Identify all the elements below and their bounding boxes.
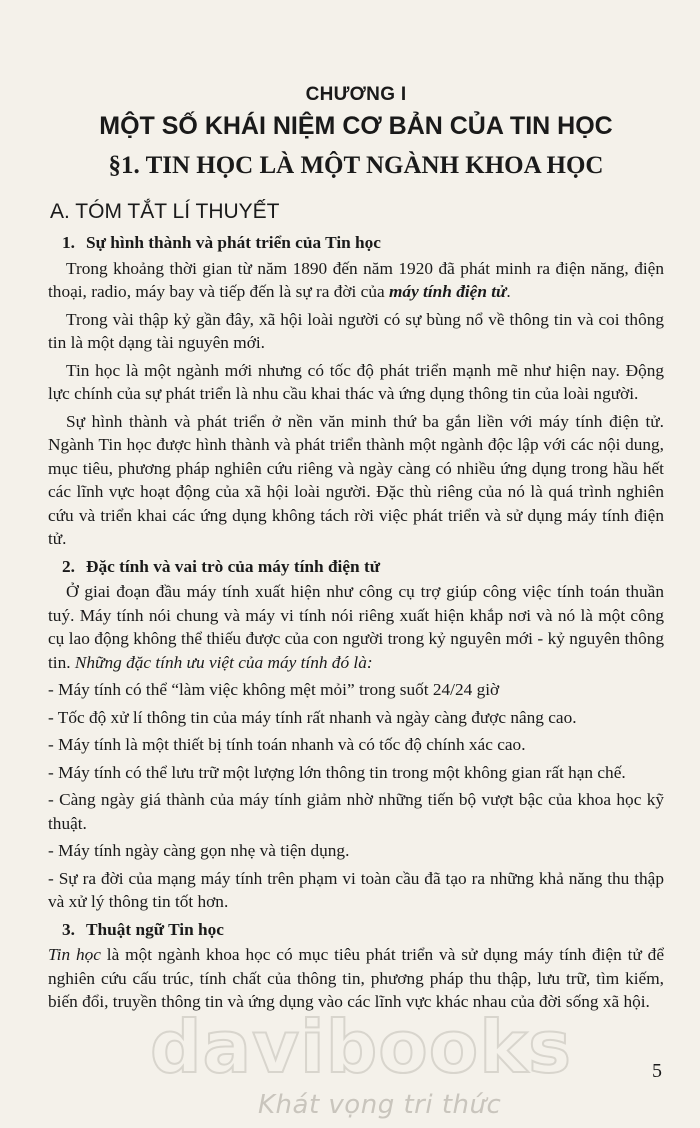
section-3-heading	[48, 918, 664, 942]
paragraph-text: .	[506, 282, 511, 301]
bullet-item: - Sự ra đời của mạng máy tính trên phạm vi toàn cầu đã tạo ra những khả năng thu thập và xử lý thông tin tốt hơn.	[48, 868, 664, 911]
bullet-item: - Càng ngày giá thành của máy tính giảm nhờ những tiến bộ vượt bậc của khoa học kỹ thuật.	[48, 790, 664, 833]
paragraph	[48, 943, 664, 1014]
bullet-item: - Máy tính có thể lưu trữ một lượng lớn thông tin trong một không gian rất hạn chế.	[48, 762, 626, 782]
paragraph	[48, 257, 664, 304]
paragraph-text: Ở giai đoạn đầu máy tính xuất hiện như công cụ trợ giúp công việc tính toán thuần tuý. Máy tính nói chung và máy vi tính nói riêng xuất hiện khắp nơi và nó là một công cụ lao động không thể thiếu được của con người trong kỷ nguyên mới - kỷ nguyên thông tin.	[48, 582, 664, 672]
paragraph-text: là một ngành khoa học có mục tiêu phát triển và sử dụng máy tính điện tử để nghiên cứu cấu trúc, tính chất của thông tin, phương pháp thu thập, lưu trữ, tìm kiếm, biến đổi, truyền thông tin và ứng dụng vào các lĩnh vực khác nhau của đời sống xã hội.	[48, 945, 664, 1011]
paragraph	[48, 580, 664, 674]
section-3-number: 3.	[62, 919, 75, 939]
section-1-heading	[48, 231, 664, 255]
bullet-item: - Máy tính ngày càng gọn nhẹ và tiện dụng.	[48, 841, 350, 860]
section-2-title: Đặc tính và vai trò của máy tính điện tử	[86, 556, 381, 576]
paragraph: Tin học là một ngành mới nhưng có tốc độ phát triển mạnh mẽ như hiện nay. Động lực chính của sự phát triển là nhu cầu khai thác và ứng dụng thông tin của loài người.	[48, 360, 664, 403]
section-1-number: 1.	[62, 233, 75, 252]
chapter-label: CHƯƠNG I	[305, 84, 407, 105]
paragraph: Trong vài thập kỷ gần đây, xã hội loài người có sự bùng nổ về thông tin và coi thông tin là một dạng tài nguyên mới.	[48, 309, 664, 352]
page-content	[48, 228, 664, 1018]
paragraph-text: Trong khoảng thời gian từ năm 1890 đến năm 1920 đã phát minh ra điện năng, điện thoại, radio, máy bay và tiếp đến là sự ra đời của	[48, 258, 664, 301]
watermark-slogan: Khát vọng tri thức	[258, 1090, 502, 1120]
chapter-title: MỘT SỐ KHÁI NIỆM CƠ BẢN CỦA TIN HỌC	[99, 112, 613, 140]
section-2-heading	[48, 555, 664, 579]
section-2-number: 2.	[62, 556, 75, 576]
bullet-item: - Máy tính là một thiết bị tính toán nhanh và có tốc độ chính xác cao.	[48, 735, 526, 754]
italic-text: Những đặc tính ưu việt của máy tính đó là:	[74, 652, 373, 672]
section-3-title: Thuật ngữ Tin học	[86, 919, 224, 939]
part-title: A. TÓM TẮT LÍ THUYẾT	[50, 200, 280, 223]
page-number: 5	[652, 1060, 662, 1082]
section-title: §1. TIN HỌC LÀ MỘT NGÀNH KHOA HỌC	[108, 152, 604, 179]
italic-text: Tin học	[48, 945, 101, 964]
watermark-logo: davibooks	[150, 1005, 572, 1089]
bullet-item: - Máy tính có thể “làm việc không mệt mỏi” trong suốt 24/24 giờ	[48, 680, 500, 699]
emphasis-text: máy tính điện tử	[388, 282, 507, 301]
paragraph: Sự hình thành và phát triển ở nền văn minh thứ ba gắn liền với máy tính điện tử. Ngành Tin học được hình thành và phát triển thành một ngành độc lập với các nội dung, mục tiêu, phương pháp nghiên cứu riêng và ngày càng có nhiều ứng dụng trong hầu hết các lĩnh vực hoạt động của xã hội loài người. Đặc thù riêng của nó là quá trình nghiên cứu và triển khai các ứng dụng không tách rời việc phát triển và sử dụng máy tính điện tử.	[48, 411, 664, 548]
bullet-item: - Tốc độ xử lí thông tin của máy tính rất nhanh và ngày càng được nâng cao.	[48, 707, 577, 727]
section-1-title: Sự hình thành và phát triển của Tin học	[86, 233, 381, 252]
